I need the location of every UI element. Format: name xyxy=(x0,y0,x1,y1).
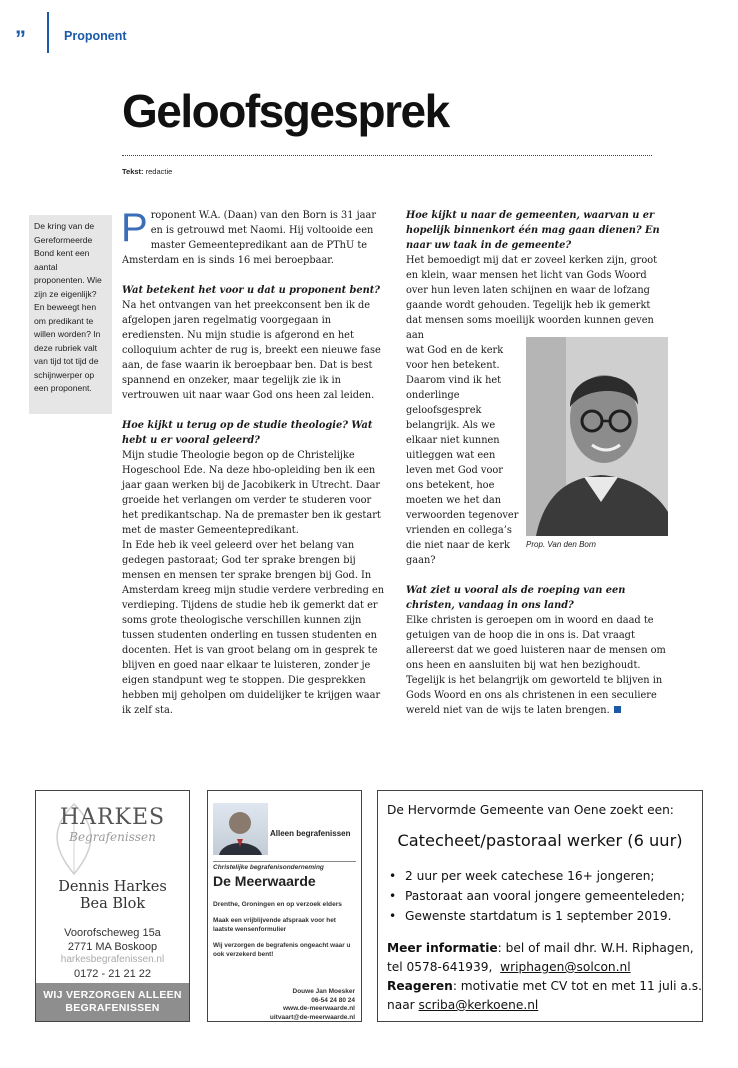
harkes-persons xyxy=(36,879,189,913)
portrait-photo xyxy=(526,337,668,536)
end-square-icon xyxy=(614,706,621,713)
oene-react-mail-link[interactable]: scriba@kerkoene.nl xyxy=(418,998,539,1012)
answer-2b: In Ede heb ik veel geleerd over het belang van gedegen pastoraat; God ter sprake brengen bij mensen en mensen ter sprake brengen bij God. In Amsterdam kreeg mijn studie verdere verbreding en verdieping. Tijdens de studie heb ik gemerkt dat er soms grote theologische verschillen kunnen zijn tussen studenten onderling en tussen studenten en docenten. Het is van groot belang om in gesprek te blijven en goed naar elkaar te luisteren, zonder je eigen standpunt weg te stoppen. Die gesprekken hebben mij geholpen om duidelijker te krijgen waar ik zelf sta. xyxy=(122,540,385,716)
harkes-phone: 0172 - 21 21 22 xyxy=(73,968,152,980)
oene-intro: De Hervormde Gemeente van Oene zoekt een: xyxy=(387,803,674,817)
harkes-person-1: Dennis Harkes xyxy=(58,879,167,895)
harkes-address xyxy=(36,926,189,940)
ad-meerwaarde[interactable] xyxy=(207,790,362,1022)
list-item: • Gewenste startdatum is 1 september 2019. xyxy=(387,906,685,926)
answer-2a: Mijn studie Theologie begon op de Christelijke Hogeschool Ede. Na deze hbo-opleiding ben ik een jaar gaan werken bij de Jacobikerk in Utrecht. Daar groeide het verlangen om verder te studeren voor het predikantschap. Na de premaster ben ik gestart met de master Gemeentepredikant. xyxy=(122,450,381,536)
oene-info-label: Meer informatie xyxy=(387,941,498,955)
intro-text: roponent W.A. (Daan) van den Born is 31 jaar en is getrouwd met Naomi. Hij voltooide een master Gemeentepredikant aan de PThU te Amsterdam en is sinds 16 mei beroepbaar. xyxy=(122,210,377,266)
answer-3b: wat God en de kerk voor hen betekent. Daarom vind ik het onderlinge geloofsgesprek belangrijk. Als we elkaar niet kunnen uitleggen wat een leven met God voor ons betekent, hoe moeten we het dan verwoorden tegenover vrienden en collega’s die niet naar de kerk gaan? xyxy=(406,345,519,566)
oene-react-label: Reageren xyxy=(387,979,453,993)
question-4: Wat ziet u vooral als de roeping van een christen, vandaag in ons land? xyxy=(406,585,626,611)
oene-contact-info xyxy=(387,939,702,1015)
harkes-street: Voorofscheweg 15a xyxy=(64,927,161,939)
oene-info-line-1 xyxy=(387,939,702,958)
list-item: • Pastoraat aan vooral jongere gemeenteleden; xyxy=(387,886,685,906)
question-3: Hoe kijkt u naar de gemeenten, waarvan u er hopelijk binnenkort één mag gaan dienen? En naar uw taak in de gemeente? xyxy=(406,210,660,251)
answer-4 xyxy=(406,613,668,718)
ad-oene-vacancy xyxy=(377,790,703,1022)
harkes-person-2: Bea Blok xyxy=(79,896,146,912)
list-item: • 2 uur per week catechese 16+ jongeren; xyxy=(387,866,685,886)
article-credit xyxy=(122,167,172,176)
harkes-banner xyxy=(36,983,189,1021)
portrait-icon xyxy=(526,337,668,536)
harkes-banner-line-1: WIJ VERZORGEN ALLEEN xyxy=(43,989,182,1001)
oene-bullet-list xyxy=(387,866,685,926)
harkes-city: 2771 MA Boskoop xyxy=(67,941,158,953)
photo-caption: Prop. Van den Born xyxy=(526,540,596,549)
meerwaarde-brand: De Meerwaarde xyxy=(213,873,316,889)
oene-info-text: : bel of mail dhr. W.H. Riphagen, xyxy=(497,941,694,955)
title-divider xyxy=(122,155,652,156)
question-2: Hoe kijkt u terug op de studie theologie? Wat hebt u er vooral geleerd? xyxy=(122,420,373,446)
question-1: Wat betekent het voor u dat u proponent bent? xyxy=(122,285,381,296)
oene-info-tel: tel 0578-641939, xyxy=(387,960,493,974)
harkes-banner-line-2: BEGRAFENISSEN xyxy=(65,1002,160,1014)
ad-harkes[interactable] xyxy=(35,790,190,1022)
oene-react-line-1 xyxy=(387,977,702,996)
meerwaarde-text-2: Wij verzorgen de begrafenis ongeacht waar u ook verzekerd bent! xyxy=(213,942,351,958)
meerwaarde-photo xyxy=(213,803,268,855)
meerwaarde-tagline: Christelijke begrafenisonderneming xyxy=(213,864,324,871)
article-column-1 xyxy=(122,208,386,718)
intro-sidebar: De kring van de Gereformeerde Bond kent een aantal proponenten. Wie zijn ze eigenlijk? En beweegt hen om predikant te willen worden? In deze rubriek valt van tijd tot tijd de schijnwerper op een proponent. xyxy=(29,215,112,414)
section-label: Proponent xyxy=(64,29,127,43)
answer-3a: Het bemoedigt mij dat er zoveel kerken zijn, groot en klein, waar mensen het licht van Gods Woord over hun leven laten schijnen en waar de lofzang gaande wordt gehouden. Tegelijk heb ik gemerkt dat mensen soms moeilijk woorden kunnen geven aan xyxy=(406,255,658,341)
answer-1: Na het ontvangen van het preekconsent ben ik de afgelopen jaren regelmatig voorgegaan in erediensten. Nu mijn studie is afgerond en het colloquium achter de rug is, breekt een nieuwe fase aan, de fase waarin ik beroepbaar ben. Dat is best spannend en onzeker, maar tegelijk zie ik in vertrouwen uit naar waar God ons heen zal leiden. xyxy=(122,300,381,401)
intro-paragraph xyxy=(122,208,386,268)
credit-label: Tekst: xyxy=(122,167,144,176)
meerwaarde-contact xyxy=(270,988,355,1022)
oene-info-line-2 xyxy=(387,958,702,977)
quote-mark-icon: ” xyxy=(15,26,24,51)
harkes-subtitle: Begrafenissen xyxy=(69,830,156,844)
harkes-brand: HARKES xyxy=(59,805,166,830)
meerwaarde-contact-mail[interactable]: uitvaart@de-meerwaarde.nl xyxy=(269,1013,355,1021)
meerwaarde-only-funerals: Alleen begrafenissen xyxy=(270,829,351,838)
drop-cap: P xyxy=(121,206,148,250)
meerwaarde-contact-web[interactable]: www.de-meerwaarde.nl xyxy=(282,1005,355,1013)
meerwaarde-divider xyxy=(213,861,356,862)
meerwaarde-contact-phone: 06-54 24 80 24 xyxy=(311,996,355,1004)
oene-react-line-2 xyxy=(387,996,702,1015)
oene-info-mail-link[interactable]: wriphagen@solcon.nl xyxy=(500,960,631,974)
oene-job-title: Catecheet/pastoraal werker (6 uur) xyxy=(397,831,683,850)
meerwaarde-contact-name: Douwe Jan Moesker xyxy=(292,988,355,995)
answer-4-text: Elke christen is geroepen om in woord en daad te getuigen van de hoop die in ons is. Dat vraagt allereerst dat we goed luisteren naar de mensen om ons heen en aansluiten bij wat hen bezighoudt. Tegelijk is het belangrijk om geworteld te blijven in Gods Woord en ons als christenen in een seculiere wereld niet van de wijs te laten brengen. xyxy=(406,615,666,716)
harkes-website[interactable]: harkesbegrafenissen.nl xyxy=(60,954,165,965)
oene-react-text: : motivatie met CV tot en met 11 juli a.s. xyxy=(452,979,702,993)
header-divider xyxy=(47,12,49,53)
meerwaarde-region: Drenthe, Groningen en op verzoek elders xyxy=(213,901,342,908)
credit-value: redactie xyxy=(145,167,173,176)
meerwaarde-text-1: Maak een vrijblijvende afspraak voor het laatste wensenformulier xyxy=(213,917,336,933)
person-photo-icon xyxy=(213,803,268,855)
oene-react-prefix: naar xyxy=(387,998,415,1012)
article-title: Geloofsgesprek xyxy=(122,85,449,137)
